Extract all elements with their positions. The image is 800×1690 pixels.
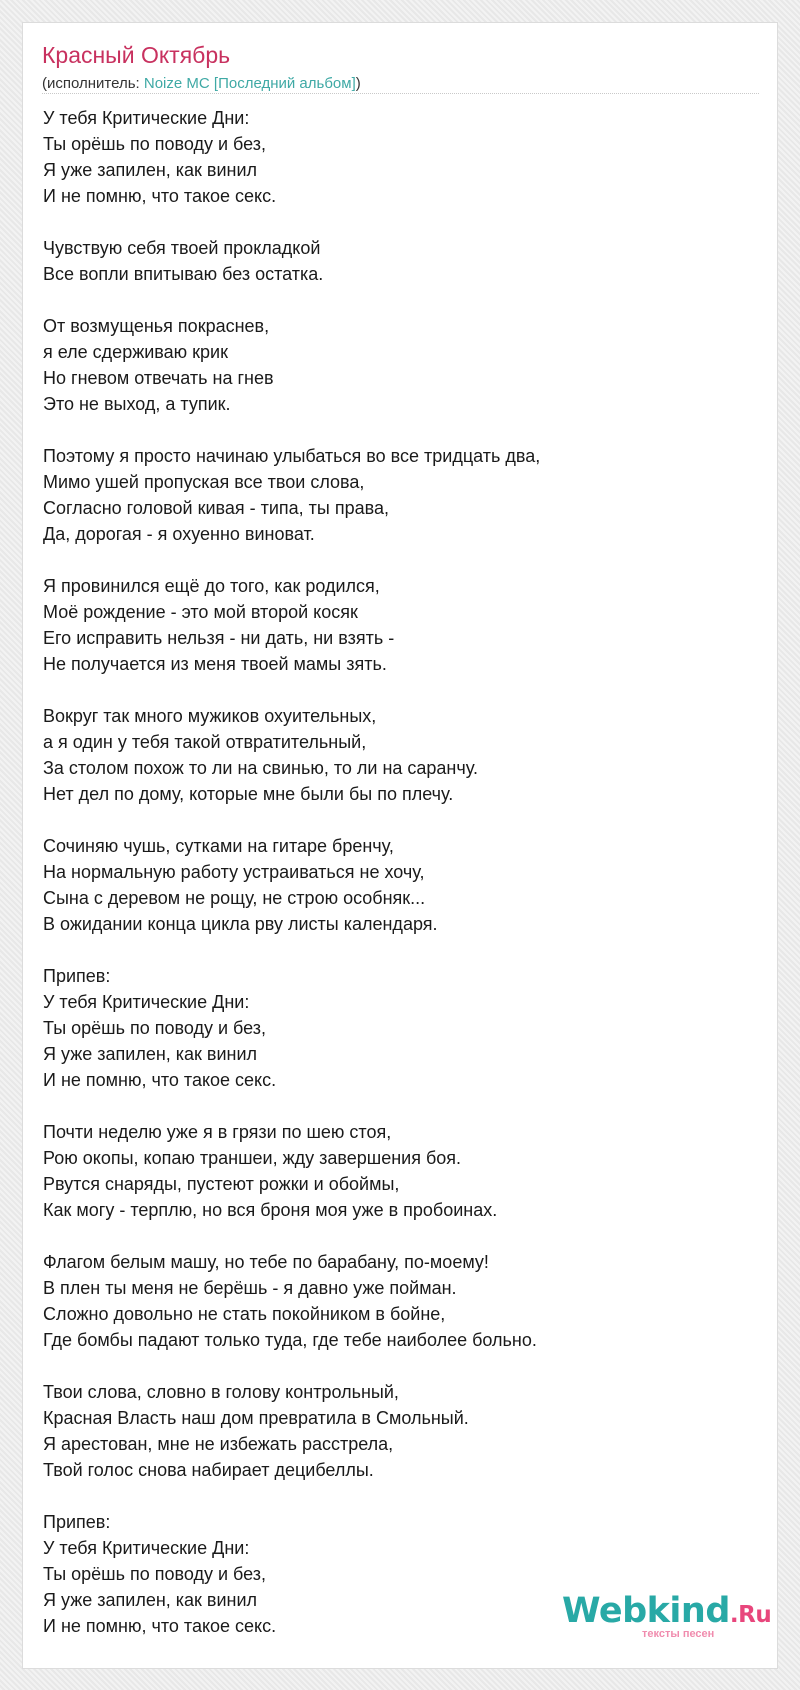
lyric-line: У тебя Критические Дни: [43, 992, 250, 1012]
lyric-line: Твои слова, словно в голову контрольный, [43, 1382, 399, 1402]
lyric-line: Чувствую себя твоей прокладкой [43, 238, 321, 258]
artist-link[interactable]: Noize MC [143, 75, 210, 92]
lyric-line: Я провинился ещё до того, как родился, [43, 576, 380, 596]
lyric-line: За столом похож то ли на свинью, то ли на саранчу. [43, 758, 478, 778]
lyric-line: Твой голос снова набирает децибеллы. [43, 1460, 374, 1480]
stanza-gap [43, 417, 540, 443]
byline-suffix: ) [355, 75, 361, 92]
lyric-line: Припев: [43, 1512, 111, 1532]
lyric-line: От возмущенья покраснев, [43, 316, 270, 336]
song-title: Красный Октябрь [42, 42, 231, 68]
lyric-line: Ты орёшь по поводу и без, [43, 1564, 267, 1584]
lyric-line: И не помню, что такое секс. [43, 186, 277, 206]
stanza-gap [43, 547, 540, 573]
lyric-line: Нет дел по дому, которые мне были бы по плечу. [43, 784, 454, 804]
lyric-line: В ожидании конца цикла рву листы календаря. [43, 914, 438, 934]
logo-tld: .Ru [729, 1602, 772, 1628]
lyric-line: Красная Власть наш дом превратила в Смольный. [43, 1408, 469, 1428]
lyric-line: Да, дорогая - я охуенно виноват. [43, 524, 315, 544]
stanza-gap [43, 287, 540, 313]
lyric-line: И не помню, что такое секс. [43, 1616, 277, 1636]
stanza-gap [43, 677, 540, 703]
lyric-line: У тебя Критические Дни: [43, 108, 250, 128]
lyric-line: Сложно довольно не стать покойником в бойне, [43, 1304, 446, 1324]
lyric-line: Как могу - терплю, но вся броня моя уже в пробоинах. [43, 1200, 498, 1220]
lyric-line: Сочиняю чушь, сутками на гитаре бренчу, [43, 836, 394, 856]
lyrics-card [22, 22, 778, 1669]
lyric-line: Согласно головой кивая - типа, ты права, [43, 498, 389, 518]
stanza-gap [43, 1353, 540, 1379]
lyric-line: В плен ты меня не берёшь - я давно уже пойман. [43, 1278, 457, 1298]
logo-brand: Webkind [562, 1591, 730, 1631]
lyric-line: я еле сдерживаю крик [43, 342, 228, 362]
lyric-line: Почти неделю уже я в грязи по шею стоя, [43, 1122, 392, 1142]
stanza-gap [43, 1483, 540, 1509]
webkind-logo[interactable] [562, 1591, 772, 1631]
lyric-line: Поэтому я просто начинаю улыбаться во все тридцать два, [43, 446, 541, 466]
lyric-line: У тебя Критические Дни: [43, 1538, 250, 1558]
lyric-line: Все вопли впитываю без остатка. [43, 264, 324, 284]
lyric-line: Сына с деревом не рощу, не строю особняк... [43, 888, 426, 908]
lyric-line: Но гневом отвечать на гнев [43, 368, 274, 388]
lyric-line: Где бомбы падают только туда, где тебе наиболее больно. [43, 1330, 537, 1350]
lyric-line: Я уже запилен, как винил [43, 1590, 258, 1610]
lyric-line: Рвутся снаряды, пустеют рожки и обоймы, [43, 1174, 400, 1194]
stanza-gap [43, 937, 540, 963]
lyric-line: Я уже запилен, как винил [43, 1044, 258, 1064]
lyric-line: Не получается из меня твоей мамы зять. [43, 654, 387, 674]
lyric-line: Рою окопы, копаю траншеи, жду завершения боя. [43, 1148, 462, 1168]
stanza-gap [43, 807, 540, 833]
lyric-line: И не помню, что такое секс. [43, 1070, 277, 1090]
byline-prefix: (исполнитель: [42, 75, 144, 92]
lyric-line: Вокруг так много мужиков охуительных, [43, 706, 377, 726]
lyrics-text [43, 105, 540, 1639]
lyric-line: На нормальную работу устраиваться не хочу, [43, 862, 425, 882]
stanza-gap [43, 1093, 540, 1119]
album-link[interactable]: [Последний альбом] [213, 75, 356, 92]
lyric-line: Ты орёшь по поводу и без, [43, 134, 267, 154]
lyric-line: Это не выход, а тупик. [43, 394, 231, 414]
stanza-gap [43, 209, 540, 235]
lyric-line: Ты орёшь по поводу и без, [43, 1018, 267, 1038]
lyric-line: а я один у тебя такой отвратительный, [43, 732, 367, 752]
song-byline [42, 75, 361, 92]
lyric-line: Его исправить нельзя - ни дать, ни взять - [43, 628, 395, 648]
lyric-line: Я арестован, мне не избежать расстрела, [43, 1434, 394, 1454]
logo-tagline: тексты песен [642, 1628, 715, 1640]
stanza-gap [43, 1223, 540, 1249]
lyric-line: Флагом белым машу, но тебе по барабану, по-моему! [43, 1252, 489, 1272]
lyric-line: Припев: [43, 966, 111, 986]
lyric-line: Я уже запилен, как винил [43, 160, 258, 180]
title-divider [42, 93, 759, 94]
lyric-line: Моё рождение - это мой второй косяк [43, 602, 358, 622]
lyric-line: Мимо ушей пропуская все твои слова, [43, 472, 365, 492]
